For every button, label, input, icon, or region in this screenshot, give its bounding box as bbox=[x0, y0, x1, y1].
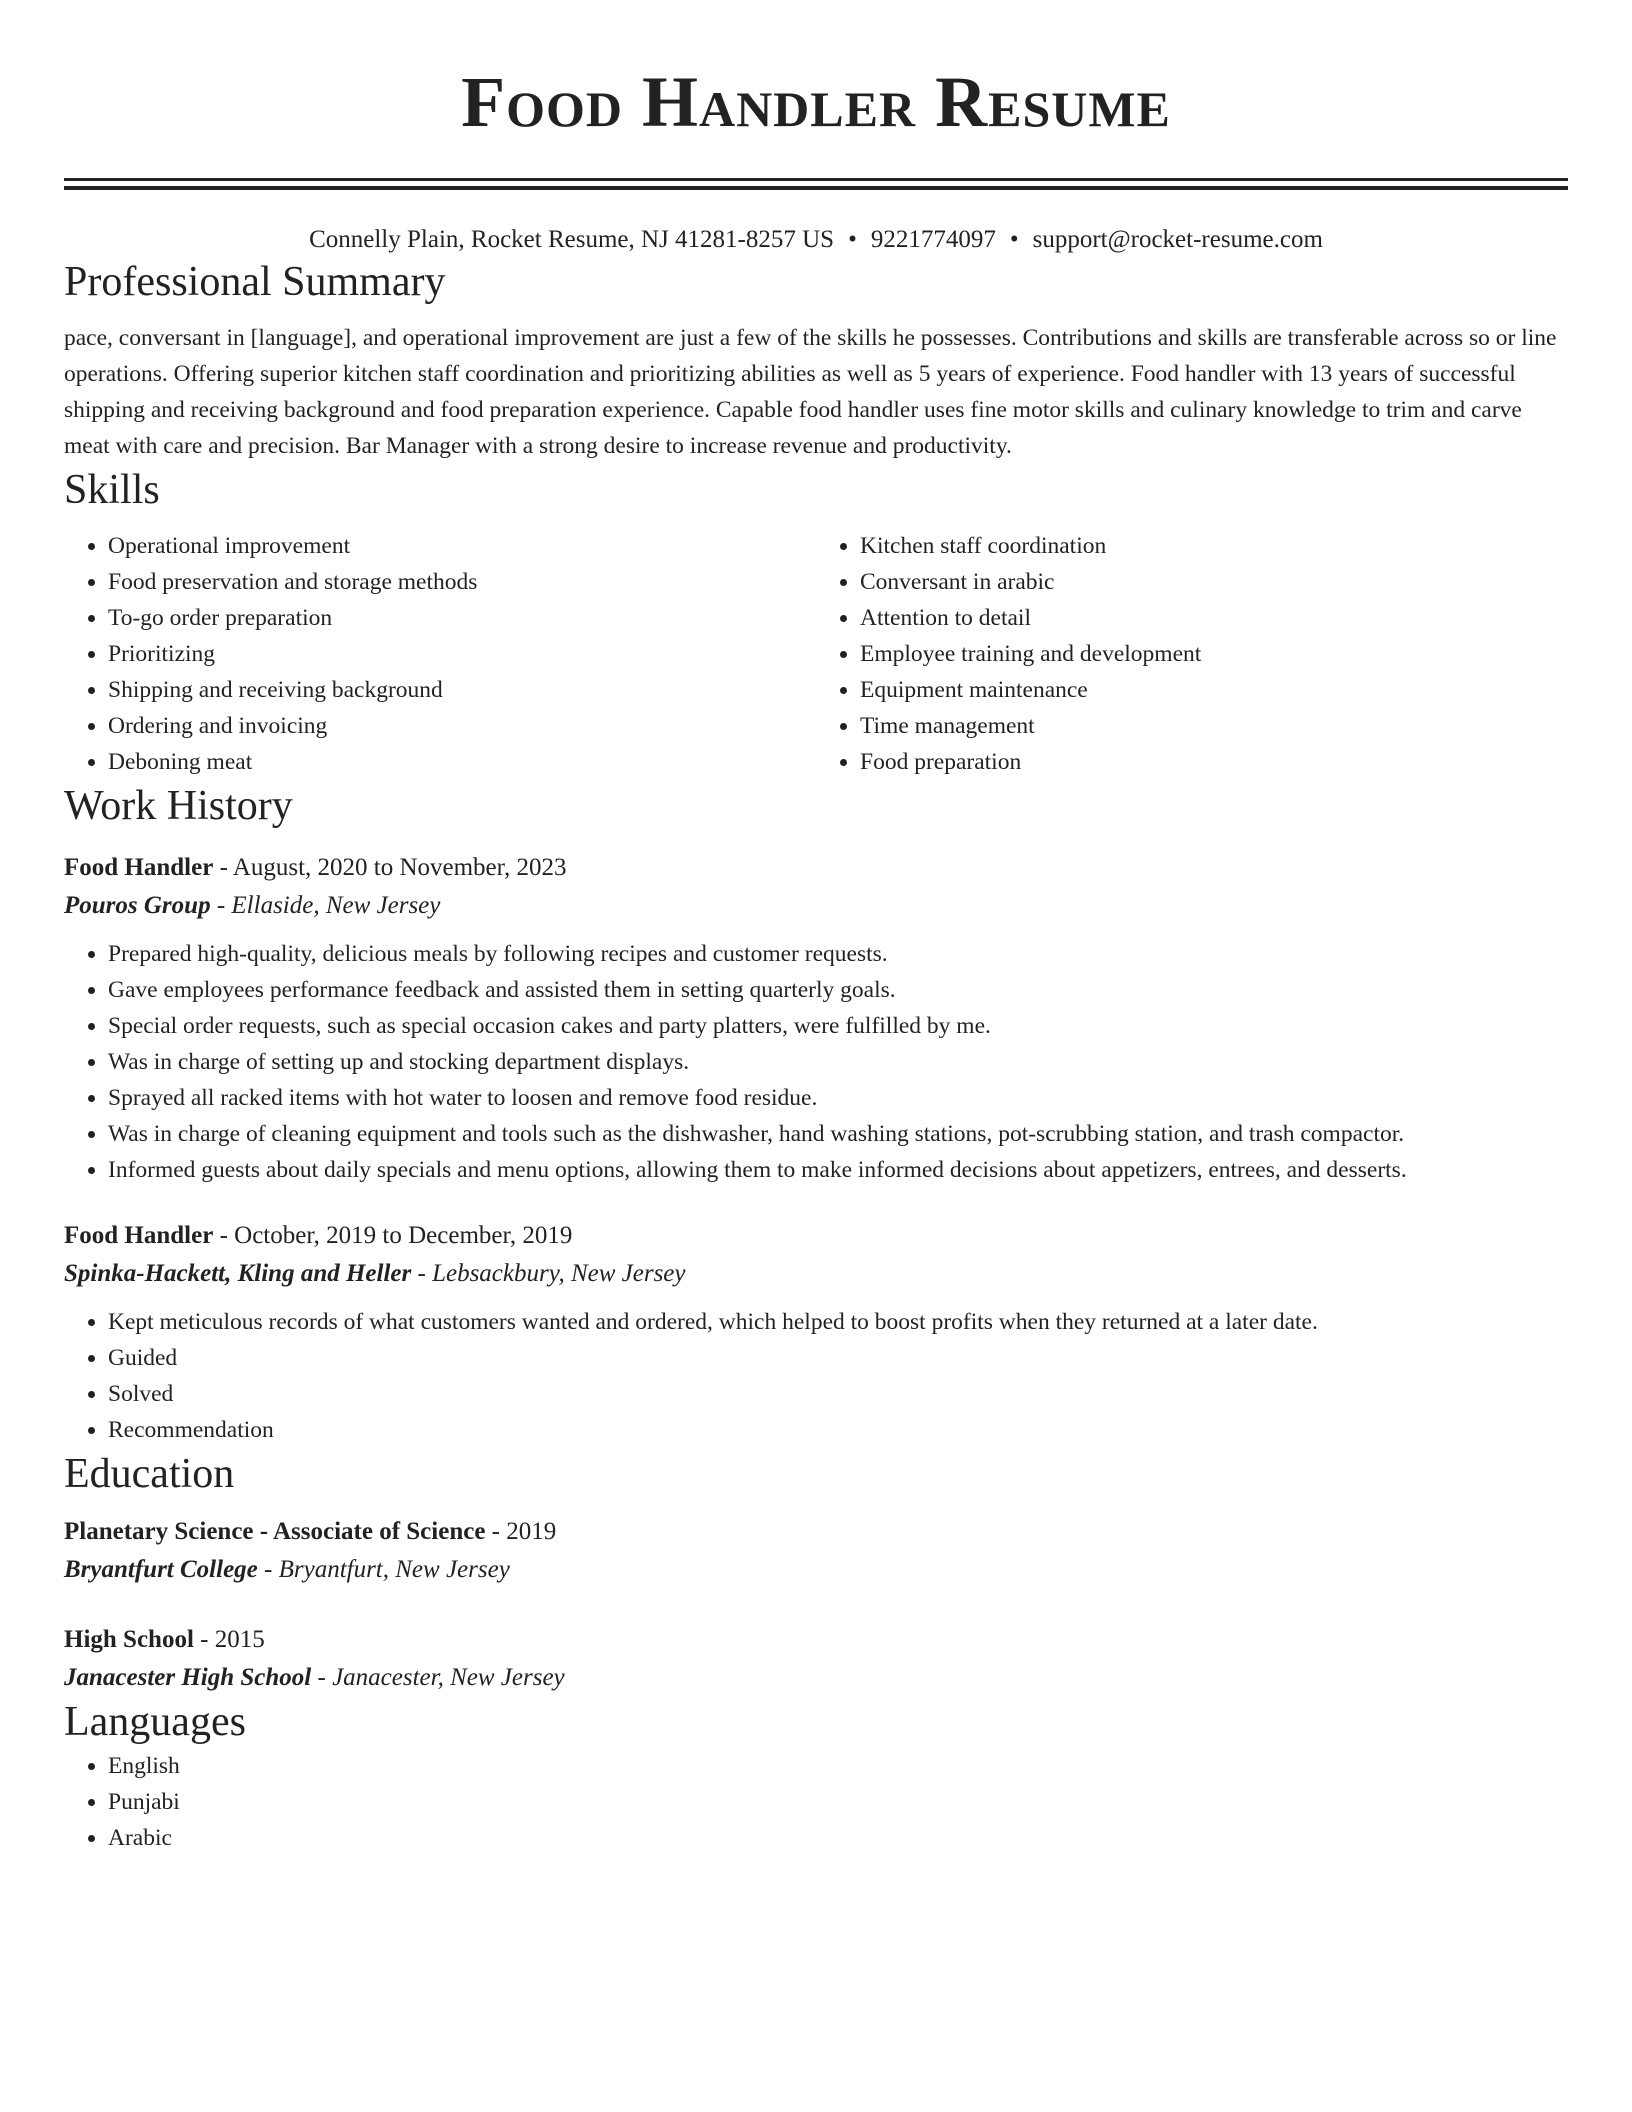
education-year: 2019 bbox=[506, 1518, 557, 1545]
job-duty: • Kept meticulous records of what customers wanted and ordered, which helped to boost profits when they returned at a later date. bbox=[108, 1304, 1568, 1340]
job-duty: • Was in charge of cleaning equipment and tools such as the dishwasher, hand washing stations, pot-scrubbing station, and trash compactor. bbox=[108, 1116, 1568, 1152]
education-school-line bbox=[64, 1660, 1568, 1696]
job-title-line bbox=[64, 850, 1568, 888]
dash: - bbox=[200, 1626, 209, 1653]
job-entry bbox=[64, 1218, 1568, 1448]
contact-address: Connelly Plain, Rocket Resume, NJ 41281-8257 US bbox=[309, 226, 835, 253]
job-entry bbox=[64, 850, 1568, 1188]
job-duties-list bbox=[64, 936, 1568, 1188]
education-entry bbox=[64, 1514, 1568, 1588]
education-degree-line bbox=[64, 1514, 1568, 1552]
language-item: • English bbox=[108, 1748, 1568, 1784]
skills-list-right bbox=[816, 528, 1568, 780]
title-divider bbox=[64, 178, 1568, 190]
job-duties-list bbox=[64, 1304, 1568, 1448]
job-duty: • Was in charge of setting up and stocking department displays. bbox=[108, 1044, 1568, 1080]
dash: - bbox=[219, 854, 228, 881]
languages-heading: Languages bbox=[64, 1699, 246, 1745]
skill-item: • Ordering and invoicing bbox=[108, 708, 816, 744]
job-title-line bbox=[64, 1218, 1568, 1256]
skill-item: • Food preparation bbox=[860, 744, 1568, 780]
job-dates: October, 2019 to December, 2019 bbox=[234, 1222, 573, 1249]
dash: - bbox=[219, 1222, 228, 1249]
job-title: Food Handler bbox=[64, 1222, 214, 1249]
work-history-heading: Work History bbox=[64, 783, 293, 829]
education-degree: Planetary Science - Associate of Science bbox=[64, 1518, 486, 1545]
job-duty: • Guided bbox=[108, 1340, 1568, 1376]
job-duty: • Prepared high-quality, delicious meals by following recipes and customer requests. bbox=[108, 936, 1568, 972]
job-duty: • Informed guests about daily specials and menu options, allowing them to make informed decisions about appetizers, entrees, and desserts. bbox=[108, 1152, 1568, 1188]
skill-item: • Conversant in arabic bbox=[860, 564, 1568, 600]
job-company-line bbox=[64, 1256, 1568, 1296]
education-degree-line bbox=[64, 1622, 1568, 1660]
education-location: Janacester, New Jersey bbox=[332, 1664, 565, 1691]
job-duty: • Sprayed all racked items with hot water to loosen and remove food residue. bbox=[108, 1080, 1568, 1116]
skill-item: • Operational improvement bbox=[108, 528, 816, 564]
education-entry bbox=[64, 1622, 1568, 1696]
language-item: • Punjabi bbox=[108, 1784, 1568, 1820]
skill-item: • Prioritizing bbox=[108, 636, 816, 672]
education-school: Janacester High School bbox=[64, 1664, 312, 1691]
dash: - bbox=[264, 1556, 273, 1583]
education-degree: High School bbox=[64, 1626, 194, 1653]
skills-grid bbox=[64, 528, 1568, 780]
education-heading: Education bbox=[64, 1451, 235, 1497]
skills-heading: Skills bbox=[64, 467, 160, 513]
job-duty: • Recommendation bbox=[108, 1412, 1568, 1448]
skill-item: • Time management bbox=[860, 708, 1568, 744]
summary-text: pace, conversant in [language], and operational improvement are just a few of the skills he possesses. Contributions and skills are transferable across so or line operations. Offering superior kitchen staff coordination and prioritizing abilities as well as 5 years of experience. Food handler with 13 years of successful shipping and receiving background and food preparation experience. Capable food handler uses fine motor skills and culinary knowledge to trim and carve meat with care and precision. Bar Manager with a strong desire to increase revenue and productivity. bbox=[64, 325, 1557, 459]
summary-heading: Professional Summary bbox=[64, 259, 446, 305]
skills-column-right bbox=[816, 528, 1568, 780]
job-company: Spinka-Hackett, Kling and Heller bbox=[64, 1260, 412, 1287]
skill-item: • Attention to detail bbox=[860, 600, 1568, 636]
dash: - bbox=[317, 1664, 326, 1691]
education-year: 2015 bbox=[214, 1626, 265, 1653]
skill-item: • Food preservation and storage methods bbox=[108, 564, 816, 600]
skill-item: • Employee training and development bbox=[860, 636, 1568, 672]
education-location: Bryantfurt, New Jersey bbox=[278, 1556, 510, 1583]
skill-item: • Deboning meat bbox=[108, 744, 816, 780]
job-company-line bbox=[64, 888, 1568, 928]
job-company: Pouros Group bbox=[64, 892, 211, 919]
dash: - bbox=[216, 892, 226, 919]
job-location: Ellaside, New Jersey bbox=[231, 892, 441, 919]
job-location: Lebsackbury, New Jersey bbox=[432, 1260, 686, 1287]
job-duty: • Solved bbox=[108, 1376, 1568, 1412]
job-duty: • Gave employees performance feedback and assisted them in setting quarterly goals. bbox=[108, 972, 1568, 1008]
contact-email: support@rocket-resume.com bbox=[1032, 226, 1323, 253]
contact-line bbox=[64, 224, 1568, 256]
job-duty: • Special order requests, such as special occasion cakes and party platters, were fulfilled by me. bbox=[108, 1008, 1568, 1044]
skills-column-left bbox=[64, 528, 816, 780]
dash: - bbox=[491, 1518, 500, 1545]
skill-item: • Shipping and receiving background bbox=[108, 672, 816, 708]
skill-item: • Kitchen staff coordination bbox=[860, 528, 1568, 564]
education-school: Bryantfurt College bbox=[64, 1556, 258, 1583]
languages-list bbox=[64, 1748, 1568, 1856]
skill-item: • Equipment maintenance bbox=[860, 672, 1568, 708]
education-school-line bbox=[64, 1552, 1568, 1588]
language-item: • Arabic bbox=[108, 1820, 1568, 1856]
skills-list-left bbox=[64, 528, 816, 780]
resume-title: Food Handler Resume bbox=[461, 62, 1171, 142]
dash: - bbox=[417, 1260, 426, 1287]
contact-separator: • bbox=[1009, 226, 1019, 253]
job-dates: August, 2020 to November, 2023 bbox=[232, 854, 567, 881]
skill-item: • To-go order preparation bbox=[108, 600, 816, 636]
contact-separator: • bbox=[848, 226, 857, 253]
contact-phone: 9221774097 bbox=[870, 226, 996, 253]
job-title: Food Handler bbox=[64, 854, 214, 881]
